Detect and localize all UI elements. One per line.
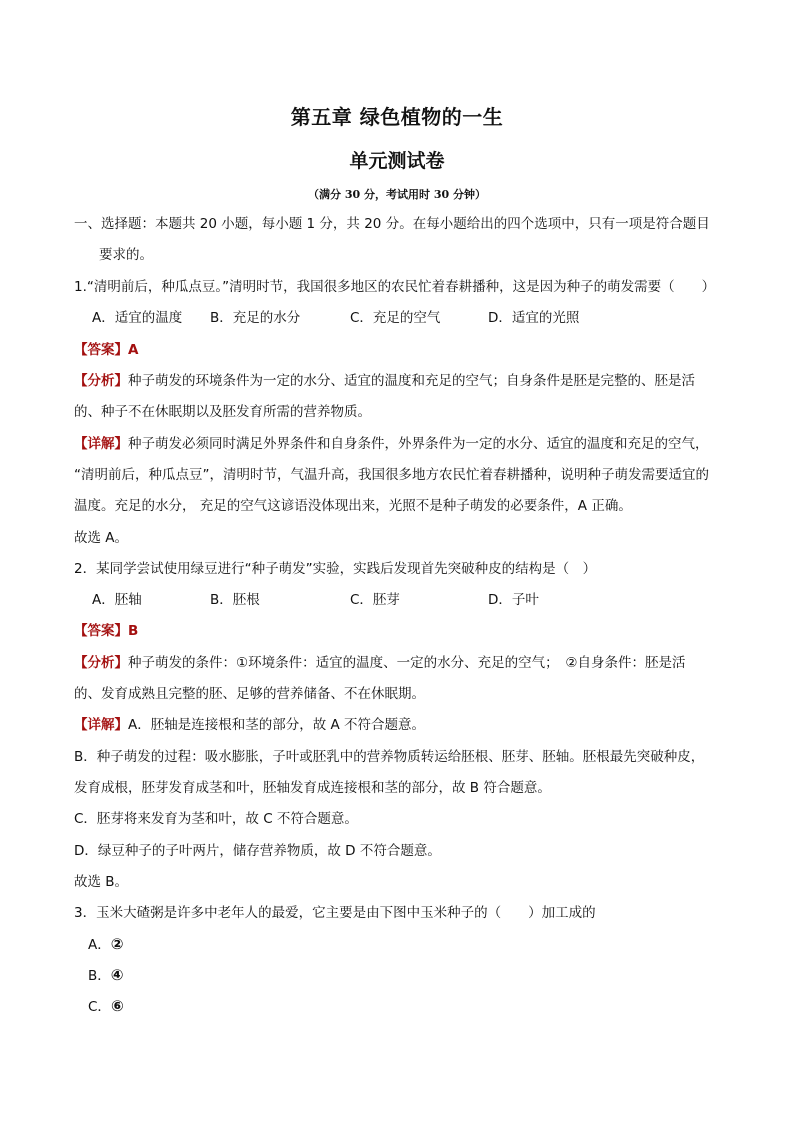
q2-analysis	[74, 654, 685, 672]
q2-detail-c: C．胚芽将来发育为茎和叶，故 C 不符合题意。	[74, 811, 358, 827]
q1-option-d: D．适宜的光照	[488, 310, 580, 326]
q2-detail-d: D．绿豆种子的子叶两片，储存营养物质，故 D 不符合题意。	[74, 843, 441, 859]
answer-value: A	[128, 342, 139, 358]
q3-option-a: A．②	[88, 935, 124, 953]
q1-analysis	[74, 372, 695, 390]
page-subtitle: 单元测试卷	[349, 150, 445, 172]
analysis-text: 种子萌发的环境条件为一定的水分、适宜的温度和充足的空气；自身条件是胚是完整的、胚是活	[128, 373, 695, 389]
q1-detail-line2: “清明前后，种瓜点豆”，清明时节，气温升高，我国很多地方农民忙着春耕播种，说明种子萌发需要适宜的	[74, 467, 709, 483]
q2-option-c: C．胚芽	[350, 592, 400, 608]
q2-answer	[74, 622, 138, 640]
question-1-stem: 1.“清明前后，种瓜点豆。”清明时节，我国很多地区的农民忙着春耕播种，这是因为种子的萌发需要（ ）	[74, 279, 716, 295]
q1-option-c: C．充足的空气	[350, 310, 441, 326]
q1-option-a: A．适宜的温度	[92, 310, 183, 326]
question-2-options	[92, 591, 539, 609]
answer-tag: 【答案】	[74, 342, 128, 358]
detail-text: A．胚轴是连接根和茎的部分，故 A 不符合题意。	[128, 717, 426, 733]
detail-tag: 【详解】	[74, 436, 128, 452]
detail-text: 种子萌发必须同时满足外界条件和自身条件，外界条件为一定的水分、适宜的温度和充足的空气，	[128, 436, 709, 452]
q2-option-d: D．子叶	[488, 592, 539, 608]
q2-choose: 故选 B。	[74, 874, 129, 890]
q3-option-b: B．④	[88, 966, 124, 984]
detail-tag: 【详解】	[74, 717, 128, 733]
q1-answer	[74, 341, 138, 359]
analysis-tag: 【分析】	[74, 373, 128, 389]
q1-option-b: B．充足的水分	[210, 310, 301, 326]
q1-choose: 故选 A。	[74, 530, 129, 546]
answer-tag: 【答案】	[74, 623, 128, 639]
q3-option-c: C．⑥	[88, 997, 124, 1015]
q2-option-b: B．胚根	[210, 592, 260, 608]
analysis-tag: 【分析】	[74, 655, 128, 671]
analysis-text: 种子萌发的条件：①环境条件：适宜的温度、一定的水分、充足的空气； ②自身条件：胚是活	[128, 655, 686, 671]
question-2-stem: 2．某同学尝试使用绿豆进行“种子萌发”实验，实践后发现首先突破种皮的结构是（ ）	[74, 561, 597, 577]
q2-detail	[74, 716, 425, 734]
q1-detail-line3: 温度。充足的水分， 充足的空气这谚语没体现出来，光照不是种子萌发的必要条件，A 正确。	[74, 498, 632, 514]
question-3-stem: 3．玉米大碴粥是许多中老年人的最爱，它主要是由下图中玉米种子的（ ）加工成的	[74, 905, 596, 921]
answer-value: B	[128, 623, 139, 639]
exam-note: （满分 30 分，考试用时 30 分钟）	[308, 188, 486, 201]
q2-detail-b-cont: 发育成根，胚芽发育成茎和叶，胚轴发育成连接根和茎的部分，故 B 符合题意。	[74, 780, 551, 796]
q2-detail-b: B．种子萌发的过程：吸水膨胀，子叶或胚乳中的营养物质转运给胚根、胚芽、胚轴。胚根最先突破种皮，	[74, 749, 705, 765]
q1-detail	[74, 435, 709, 453]
question-1-options	[92, 309, 579, 327]
section-intro: 一、选择题：本题共 20 小题，每小题 1 分，共 20 分。在每小题给出的四个选项中，只有一项是符合题目	[74, 216, 710, 232]
section-intro-cont: 要求的。	[99, 247, 153, 263]
q1-analysis-cont: 的、种子不在休眠期以及胚发育所需的营养物质。	[74, 404, 371, 420]
q2-option-a: A．胚轴	[92, 592, 142, 608]
q2-analysis-cont: 的、发育成熟且完整的胚、足够的营养储备、不在休眠期。	[74, 686, 425, 702]
page-title: 第五章 绿色植物的一生	[290, 105, 504, 129]
